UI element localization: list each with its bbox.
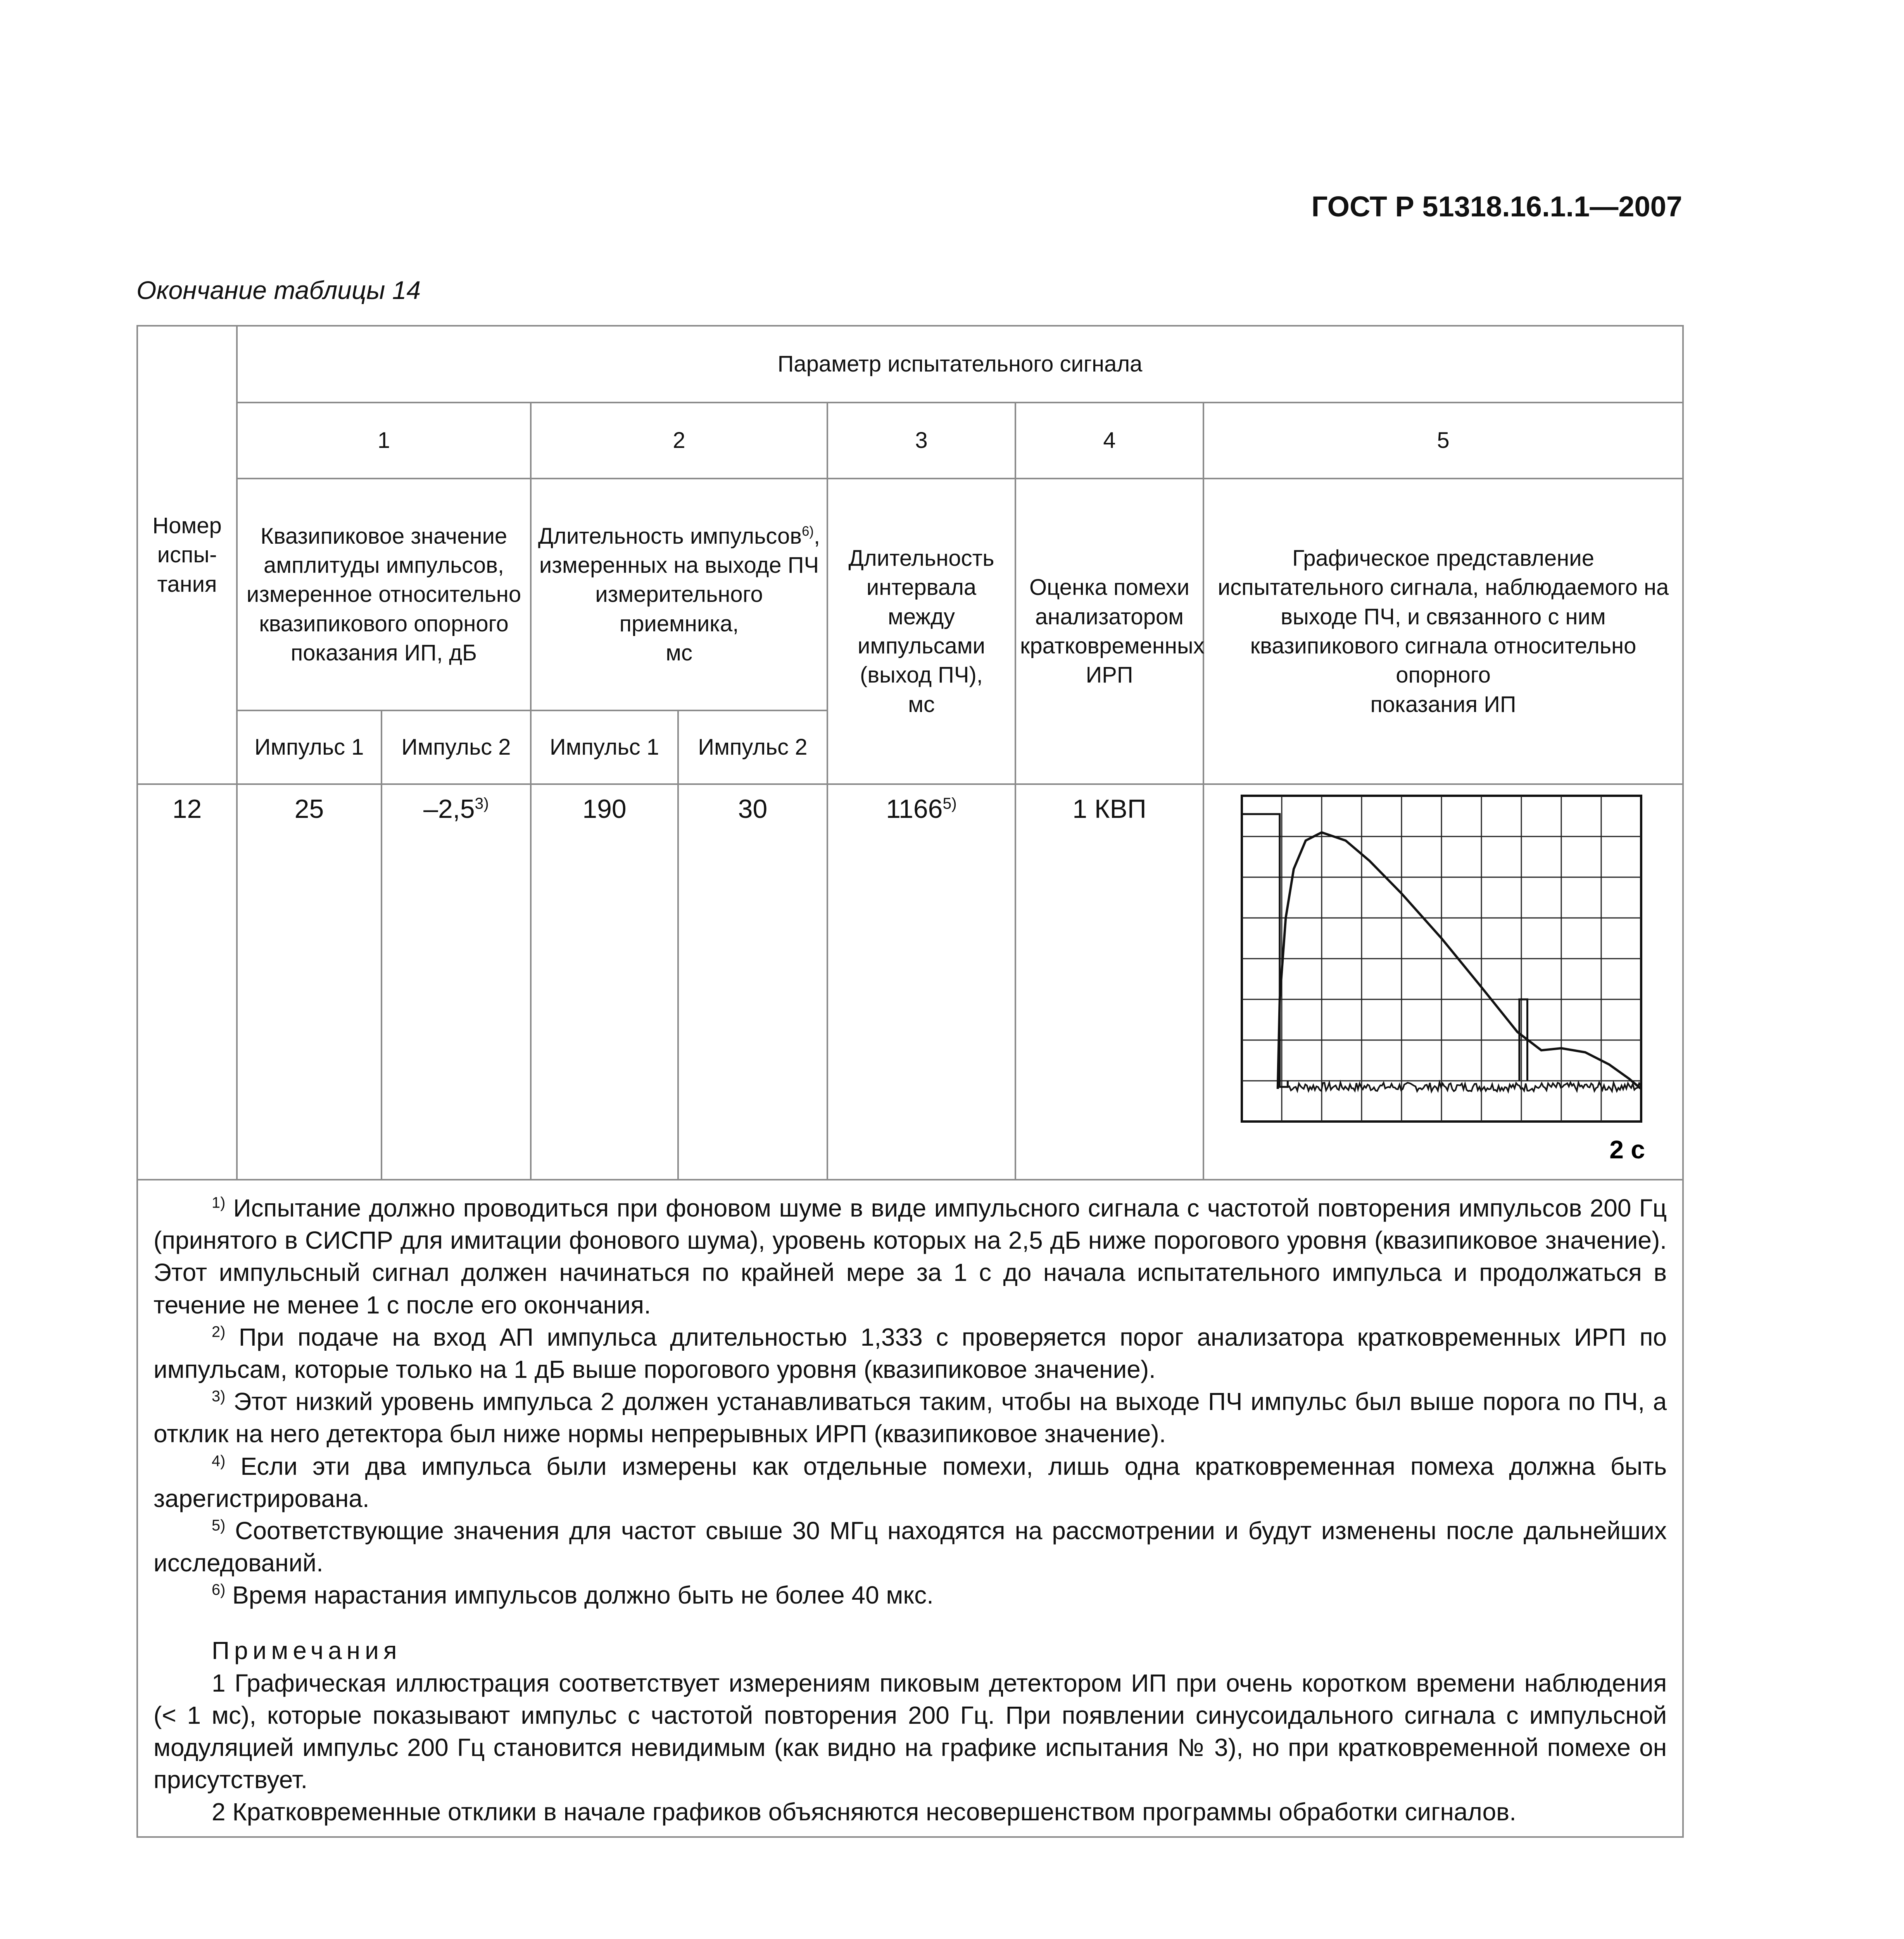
col-number-5: 5 — [1203, 403, 1683, 479]
chart-grid — [1242, 796, 1641, 1122]
row-dur-pulse-1: 190 — [531, 784, 678, 1180]
x-axis-label: 2 с — [1609, 1135, 1645, 1164]
col-number-1: 1 — [237, 403, 531, 479]
footnote-4 — [154, 1450, 1667, 1515]
header-signal-parameter: Параметр испытательного сигнала — [237, 326, 1683, 403]
header-assessment-title: Оценка помехи анализатором кратковременных — [1020, 575, 1205, 658]
footnote-text: Соответствующие значения для частот свыше 30 МГц находятся на рассмотрении и будут изменены после дальнейших исследований. — [154, 1516, 1667, 1577]
sub-dur-pulse-1: Импульс 1 — [531, 710, 678, 784]
col-number-3: 3 — [827, 403, 1015, 479]
footnote-6 — [154, 1579, 1667, 1611]
footnote-text: Если эти два импульса были измерены как отдельные помехи, лишь одна кратковременная помеха должна быть зарегистрирована. — [154, 1452, 1667, 1512]
interval-value: 1166 — [886, 794, 943, 824]
footnote-num: 4) — [212, 1452, 226, 1470]
row-graphic — [1203, 784, 1683, 1180]
footnote-num: 3) — [212, 1388, 226, 1405]
footnote-1 — [154, 1192, 1667, 1321]
footnote-text: Испытание должно проводиться при фоновом шуме в виде импульсного сигнала с частотой повторения импульсов 200 Гц (принятого в СИСПР для имитации фонового шума), уровень которых на 2,5 дБ ниже порогового уровня (квазипиковое значение). Этот импульсный сигнал должен начинаться по крайней мере за 1 с до начала испытательного импульса и продолжаться в течение не менее 1 с после его окончания. — [154, 1194, 1667, 1319]
row-amp-pulse-2 — [381, 784, 531, 1180]
header-test-number: Номер испы-тания — [137, 326, 237, 784]
header-interval-title: Длительность интервала между импульсами (выход ПЧ), — [848, 545, 994, 688]
header-amplitude: Квазипиковое значение амплитуды импульсов, измеренное относительно квазипикового опорного показания ИП, дБ — [237, 479, 531, 710]
footnote-ref: 3) — [475, 794, 489, 812]
table-14 — [136, 325, 1684, 1838]
footnote-ref: 5) — [943, 794, 957, 812]
row-assessment: 1 КВП — [1015, 784, 1203, 1180]
sub-dur-pulse-2: Импульс 2 — [678, 710, 827, 784]
header-duration-rest: , измеренных на выходе ПЧ измерительного приемника, — [539, 523, 820, 636]
row-amp-pulse-1: 25 — [237, 784, 381, 1180]
header-duration-unit: мс — [666, 640, 692, 666]
header-graphic — [1203, 479, 1683, 784]
footnote-5 — [154, 1515, 1667, 1579]
footnote-list — [154, 1192, 1667, 1611]
footnotes-block — [137, 1180, 1683, 1837]
quasi-peak-curve — [1277, 833, 1641, 1089]
header-interval-unit: мс — [908, 691, 935, 717]
pulse-1 — [1242, 814, 1288, 1087]
document-code: ГОСТ Р 51318.16.1.1—2007 — [1311, 190, 1682, 223]
noise-trace — [1288, 1082, 1641, 1091]
note-1: 1 Графическая иллюстрация соответствует измерениям пиковым детектором ИП при очень коротком времени наблюдения (< 1 мс), которые показывают импульс с частотой повторения 200 Гц. При появлении синусоидального сигнала с импульсной модуляцией импульс 200 Гц становится невидимым (как видно на графике испытания № 3), но при кратковременной помехе он присутствует. — [154, 1669, 1667, 1794]
col-number-2: 2 — [531, 403, 827, 479]
row-dur-pulse-2: 30 — [678, 784, 827, 1180]
col-number-4: 4 — [1015, 403, 1203, 479]
row-interval — [827, 784, 1015, 1180]
table-caption: Окончание таблицы 14 — [136, 276, 421, 304]
sub-amp-pulse-2: Импульс 2 — [381, 710, 531, 784]
footnote-num: 5) — [212, 1517, 226, 1534]
header-graphic-title: Графическое представление испытательного сигнала, наблюдаемого на выходе ПЧ, и связанного с ним квазипикового сигнала относительно опорного — [1217, 545, 1669, 688]
footnote-num: 2) — [212, 1323, 226, 1341]
footnote-ref: 6) — [802, 524, 814, 539]
footnote-num: 6) — [212, 1581, 226, 1599]
amp-pulse-2-value: –2,5 — [423, 794, 475, 824]
header-assessment-unit: ИРП — [1086, 662, 1133, 688]
footnote-num: 1) — [212, 1194, 226, 1211]
header-duration — [531, 479, 827, 710]
pulse-trace — [1242, 814, 1528, 1087]
footnote-text: Время нарастания импульсов должно быть не более 40 мкс. — [232, 1581, 934, 1609]
row-test-number: 12 — [137, 784, 237, 1180]
oscillogram-chart — [1238, 792, 1649, 1164]
header-interval — [827, 479, 1015, 784]
notes-title: Примечания — [212, 1637, 402, 1665]
footnote-3 — [154, 1386, 1667, 1450]
footnote-text: Этот низкий уровень импульса 2 должен устанавливаться таким, чтобы на выходе ПЧ импульс был выше порога по ПЧ, а отклик на него детектора был ниже нормы непрерывных ИРП (квазипиковое значение). — [154, 1388, 1667, 1448]
header-duration-title: Длительность импульсов — [538, 523, 802, 549]
header-graphic-unit: показания ИП — [1370, 691, 1516, 717]
footnote-text: При подаче на вход АП импульса длительностью 1,333 с проверяется порог анализатора кратковременных ИРП по импульсам, которые только на 1 дБ выше порогового уровня (квазипиковое значение). — [154, 1323, 1667, 1383]
sub-amp-pulse-1: Импульс 1 — [237, 710, 381, 784]
header-assessment — [1015, 479, 1203, 784]
footnote-2 — [154, 1321, 1667, 1386]
noise-line — [1288, 1082, 1641, 1091]
note-2: 2 Кратковременные отклики в начале графиков объясняются несовершенством программы обработки сигналов. — [212, 1798, 1516, 1826]
